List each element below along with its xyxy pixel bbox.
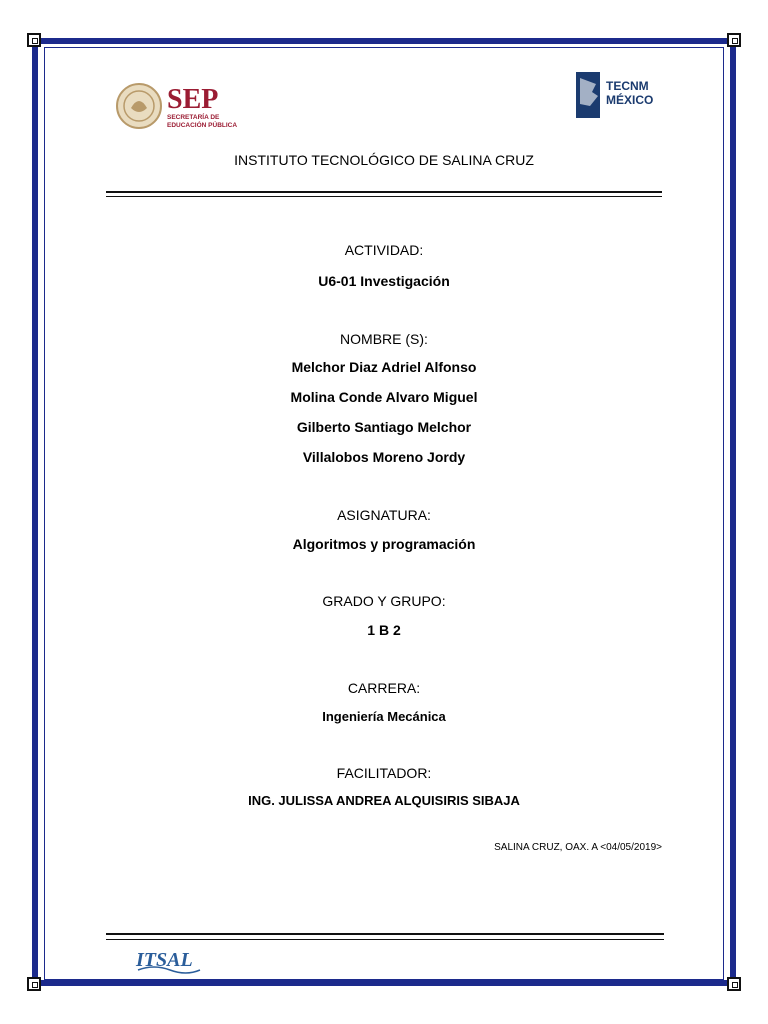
facilitador-value: ING. JULISSA ANDREA ALQUISIRIS SIBAJA bbox=[248, 793, 520, 808]
header-divider bbox=[106, 196, 662, 197]
svg-text:SEP: SEP bbox=[167, 84, 219, 115]
nombre-item: Melchor Diaz Adriel Alfonso bbox=[291, 359, 477, 375]
grado-value: 1 B 2 bbox=[367, 622, 401, 638]
corner-ornament bbox=[727, 977, 741, 991]
tecnm-logo bbox=[574, 68, 658, 122]
nombres-label: NOMBRE (S): bbox=[340, 331, 428, 347]
corner-ornament bbox=[727, 33, 741, 47]
facilitador-label: FACILITADOR: bbox=[336, 765, 432, 781]
asignatura-label: ASIGNATURA: bbox=[337, 507, 431, 523]
sep-logo bbox=[115, 78, 265, 134]
corner-ornament bbox=[27, 977, 41, 991]
asignatura-value: Algoritmos y programación bbox=[292, 536, 476, 552]
carrera-value: Ingeniería Mecánica bbox=[322, 709, 446, 724]
svg-text:TECNM: TECNM bbox=[606, 79, 649, 93]
actividad-label: ACTIVIDAD: bbox=[344, 242, 424, 258]
actividad-value: U6-01 Investigación bbox=[318, 273, 450, 289]
nombre-item: Gilberto Santiago Melchor bbox=[296, 419, 472, 435]
svg-text:ITSAL: ITSAL bbox=[136, 949, 193, 971]
header-divider bbox=[106, 191, 662, 193]
svg-text:SECRETARÍA DE: SECRETARÍA DE bbox=[167, 114, 220, 121]
institute-name: INSTITUTO TECNOLÓGICO DE SALINA CRUZ bbox=[234, 152, 534, 168]
nombre-item: Molina Conde Alvaro Miguel bbox=[290, 389, 478, 405]
svg-text:EDUCACIÓN PÚBLICA: EDUCACIÓN PÚBLICA bbox=[167, 122, 238, 129]
nombre-item: Villalobos Moreno Jordy bbox=[302, 449, 466, 465]
footer-divider bbox=[106, 933, 664, 935]
footer-divider bbox=[106, 939, 664, 940]
carrera-label: CARRERA: bbox=[347, 680, 421, 696]
itsal-logo bbox=[134, 942, 204, 974]
grado-label: GRADO Y GRUPO: bbox=[322, 593, 446, 609]
place-date: SALINA CRUZ, OAX. A <04/05/2019> bbox=[494, 842, 662, 853]
svg-text:MÉXICO: MÉXICO bbox=[606, 93, 654, 107]
corner-ornament bbox=[27, 33, 41, 47]
